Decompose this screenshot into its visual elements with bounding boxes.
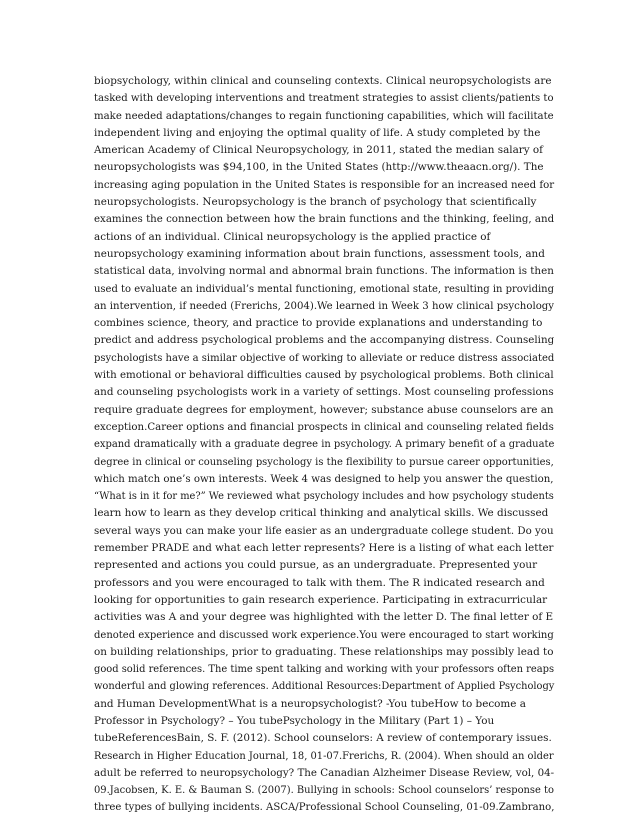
text-line: neuropsychologists. Neuropsychology is the branch of psychology that scientifically	[94, 196, 537, 209]
text-line: and Human DevelopmentWhat is a neuropsychologist? -You tubeHow to become a	[94, 697, 526, 710]
text-line: learn how to learn as they develop critical thinking and analytical skills. We discussed	[94, 507, 549, 520]
document-body-text	[94, 73, 554, 817]
text-line: require graduate degrees for employment, however; substance abuse counselors are an	[94, 403, 554, 416]
text-line: wonderful and glowing references. Additional Resources:Department of Applied Psychology	[94, 680, 555, 693]
text-line: tubeReferencesBain, S. F. (2012). School counselors: A review of contemporary issues.	[94, 732, 552, 745]
text-line: professors and you were encouraged to talk with them. The R indicated research and	[94, 576, 545, 589]
text-line: psychologists have a similar objective of working to alleviate or reduce distress associated	[94, 351, 555, 364]
text-line: increasing aging population in the United States is responsible for an increased need for	[94, 178, 555, 191]
text-line: make needed adaptations/changes to regain functioning capabilities, which will facilitate	[94, 109, 554, 122]
text-line: an intervention, if needed (Frerichs, 2004).We learned in Week 3 how clinical psychology	[94, 299, 555, 312]
text-line: adult be referred to neuropsychology? The Canadian Alzheimer Disease Review, vol, 04-	[94, 766, 555, 779]
text-line: expand dramatically with a graduate degree in psychology. A primary benefit of a graduate	[94, 438, 555, 451]
text-line: which match one’s own interests. Week 4 was designed to help you answer the question,	[94, 472, 554, 485]
text-line: neuropsychologists was $94,100, in the United States (http://www.theaacn.org/). The	[94, 161, 544, 174]
text-line: exception.Career options and financial prospects in clinical and counseling related fields	[94, 420, 554, 433]
text-line: Research in Higher Education Journal, 18, 01-07.Frerichs, R. (2004). When should an older	[94, 749, 554, 762]
text-line: 09.Jacobsen, K. E. & Bauman S. (2007). Bullying in schools: School counselors’ response to	[94, 784, 555, 797]
text-line: activities was A and your degree was highlighted with the letter D. The final letter of E	[94, 611, 554, 624]
text-line: looking for opportunities to gain research experience. Participating in extracurricular	[94, 593, 548, 606]
text-line: remember PRADE and what each letter represents? Here is a listing of what each letter	[94, 542, 554, 555]
text-line: actions of an individual. Clinical neuropsychology is the applied practice of	[94, 230, 491, 243]
text-line: Professor in Psychology? – You tubePsychology in the Military (Part 1) – You	[94, 714, 495, 727]
text-line: American Academy of Clinical Neuropsychology, in 2011, stated the median salary of	[94, 144, 544, 157]
text-line: with emotional or behavioral difficulties caused by psychological problems. Both clinical	[94, 369, 554, 382]
text-line: good solid references. The time spent talking and working with your professors often reaps	[94, 663, 555, 676]
text-line: independent living and enjoying the optimal quality of life. A study completed by the	[94, 126, 541, 139]
text-line: predict and address psychological problems and the accompanying distress. Counseling	[94, 334, 555, 347]
text-line: degree in clinical or counseling psychology is the flexibility to pursue career opportunities,	[94, 455, 554, 468]
text-line: several ways you can make your life easier as an undergraduate college student. Do you	[94, 524, 554, 537]
text-line: three types of bullying incidents. ASCA/Professional School Counseling, 01-09.Zambrano,	[94, 801, 555, 814]
text-line: used to evaluate an individual’s mental functioning, emotional state, resulting in providing	[94, 282, 554, 295]
text-line: examines the connection between how the brain functions and the thinking, feeling, and	[94, 213, 555, 226]
text-line: biopsychology, within clinical and counseling contexts. Clinical neuropsychologists are	[94, 75, 552, 87]
text-line: tasked with developing interventions and treatment strategies to assist clients/patients to	[94, 92, 554, 105]
text-line: combines science, theory, and practice to provide explanations and understanding to	[94, 317, 543, 330]
text-line: on building relationships, prior to graduating. These relationships may possibly lead to	[94, 645, 554, 658]
text-line: represented and actions you could pursue, as an undergraduate. Prepresented your	[94, 559, 538, 572]
text-line: denoted experience and discussed work experience.You were encouraged to start working	[94, 628, 554, 641]
text-line: statistical data, involving normal and abnormal brain functions. The information is then	[94, 265, 554, 278]
text-line: “What is in it for me?” We reviewed what psychology includes and how psychology students	[94, 490, 554, 503]
text-line: neuropsychology examining information about brain functions, assessment tools, and	[94, 247, 545, 260]
text-line: and counseling psychologists work in a variety of settings. Most counseling professions	[94, 386, 554, 399]
